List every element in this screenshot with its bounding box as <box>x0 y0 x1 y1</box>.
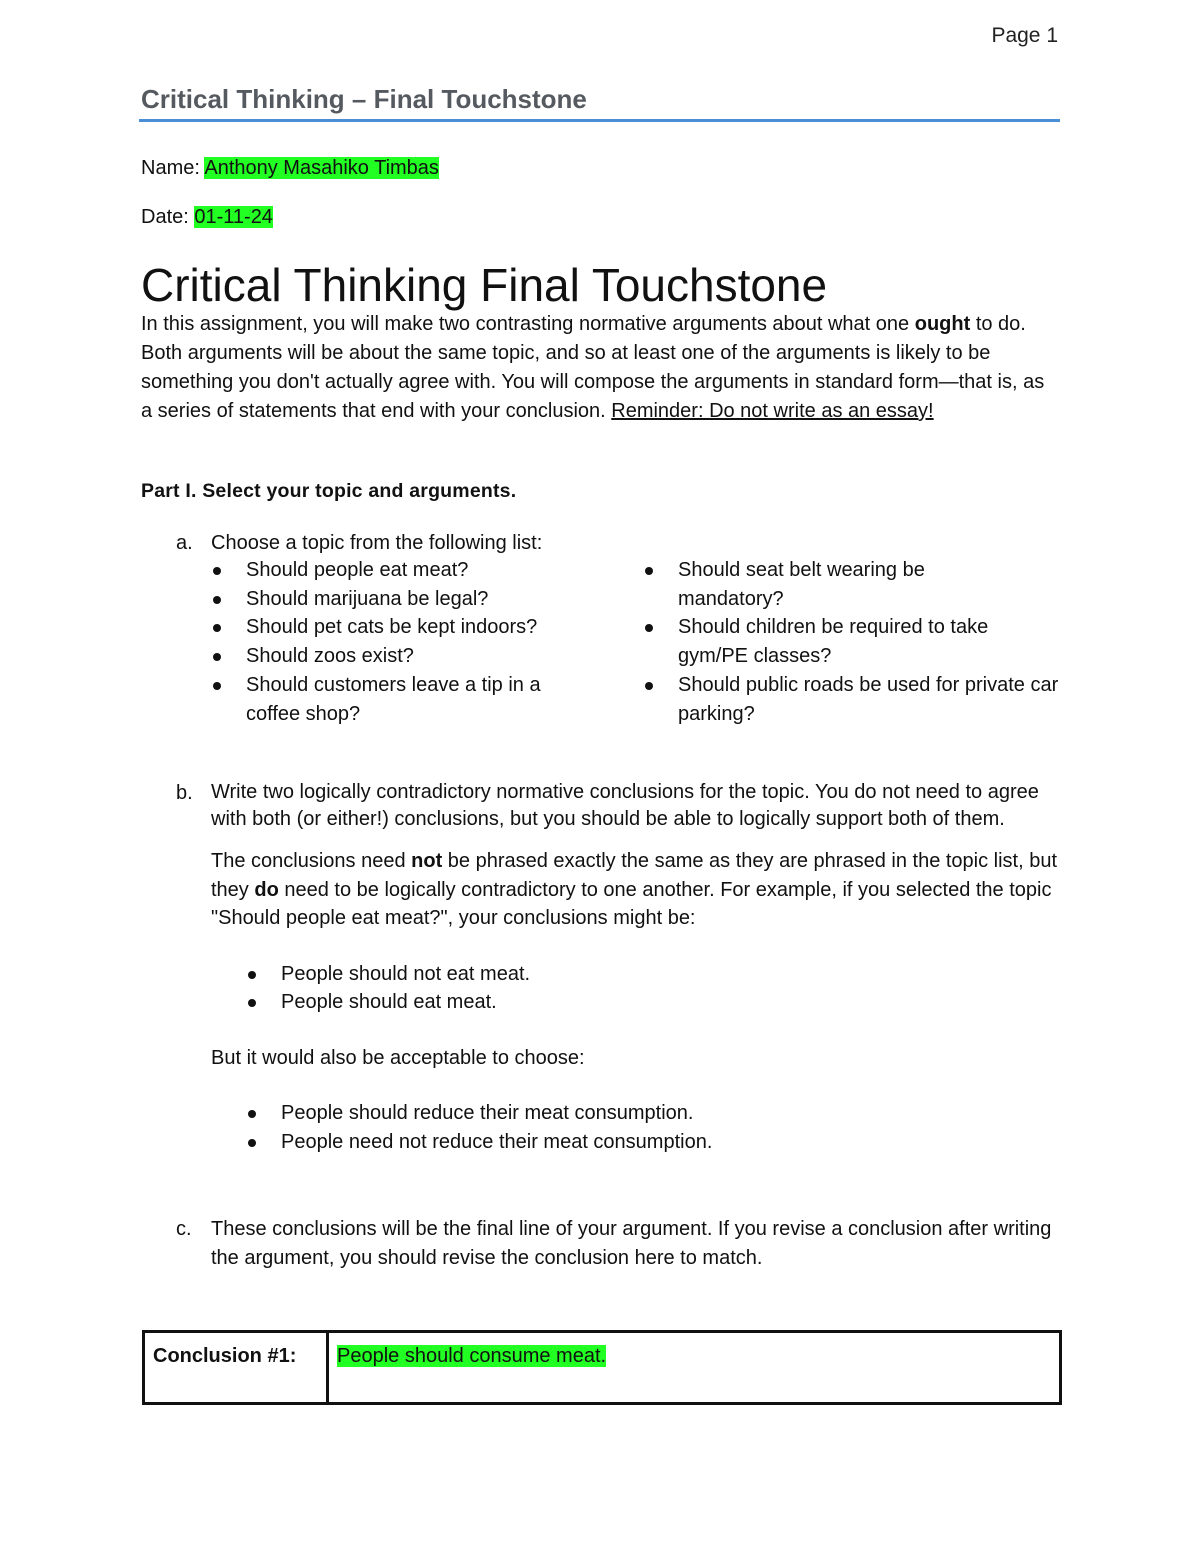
list-item: Should people eat meat? <box>211 556 576 585</box>
part-1-heading: Part I. Select your topic and arguments. <box>141 480 517 502</box>
page-title: Critical Thinking Final Touchstone <box>141 259 828 311</box>
name-label: Name: <box>141 157 205 179</box>
list-item: Should public roads be used for private car parking? <box>643 671 1063 728</box>
also-acceptable-text: But it would also be acceptable to choose: <box>211 1046 585 1069</box>
page-number: Page 1 <box>991 24 1058 47</box>
list-item: Should zoos exist? <box>211 642 576 671</box>
item-b-text: Write two logically contradictory normative conclusions for the topic. You do not need to agree with both (or either!) conclusions, but you should be able to logically support both of them. <box>211 781 1039 830</box>
item-b-p2-text-2: be phrased exactly the same as they are phrased in the topic list, but they <box>211 850 1058 901</box>
name-value: Anthony Masahiko Timbas <box>204 157 439 179</box>
item-a-text: Choose a topic from the following list: <box>211 532 543 554</box>
table-row <box>144 1332 1061 1404</box>
list-item: People need not reduce their meat consumption. <box>246 1128 1061 1157</box>
conclusion-label-cell: Conclusion #1: <box>144 1332 328 1404</box>
conclusion-table <box>142 1330 1062 1405</box>
item-b-marker: b. <box>176 782 193 804</box>
item-b-p2-text-3: need to be logically contradictory to one another. For example, if you selected the topic "Should people eat meat?", your conclusions might be: <box>211 878 1052 929</box>
example-list-1 <box>246 960 1061 1017</box>
intro-paragraph <box>141 310 1056 426</box>
list-item: Should seat belt wearing be mandatory? <box>643 556 978 613</box>
intro-reminder: Reminder: Do not write as an essay! <box>611 400 934 422</box>
list-item: Should pet cats be kept indoors? <box>211 613 576 642</box>
item-b-do: do <box>254 878 279 901</box>
item-b-content <box>211 779 1061 1157</box>
document-header-title: Critical Thinking – Final Touchstone <box>141 84 587 114</box>
item-c-text: These conclusions will be the final line of your argument. If you revise a conclusion after writing the argument, you should revise the conclusion here to match. <box>211 1218 1052 1269</box>
conclusion-value-cell[interactable] <box>328 1332 1061 1404</box>
date-value: 01-11-24 <box>194 206 273 228</box>
item-b-not: not <box>411 850 443 872</box>
conclusion-value: People should consume meat. <box>337 1345 607 1367</box>
topic-list-left <box>211 556 576 728</box>
topic-list-right <box>643 556 1063 728</box>
item-b-paragraph-2 <box>211 847 1061 933</box>
item-c-marker: c. <box>176 1218 192 1240</box>
list-item: Should children be required to take gym/PE classes? <box>643 613 1028 670</box>
intro-text-2: to do. Both arguments will be about the same topic, and so at least one of the arguments is likely to be something you don't actually agree with. You will compose the arguments in standard form—that is, as a series of statements that end with your conclusion. <box>141 313 1045 422</box>
list-item: People should eat meat. <box>246 988 1061 1017</box>
date-label: Date: <box>141 206 195 228</box>
item-a-marker: a. <box>176 532 193 554</box>
example-list-2 <box>246 1099 1061 1156</box>
list-item: People should not eat meat. <box>246 960 1061 989</box>
date-line <box>141 206 273 229</box>
list-item: Should marijuana be legal? <box>211 585 576 614</box>
intro-text-1: In this assignment, you will make two contrasting normative arguments about what one <box>141 313 915 335</box>
header-divider <box>139 119 1060 122</box>
list-item: Should customers leave a tip in a coffee shop? <box>211 671 576 728</box>
intro-ought: ought <box>914 313 971 335</box>
name-line <box>141 157 439 180</box>
item-b-p2-text-1: The conclusions need <box>211 850 412 872</box>
list-item: People should reduce their meat consumption. <box>246 1099 1061 1128</box>
